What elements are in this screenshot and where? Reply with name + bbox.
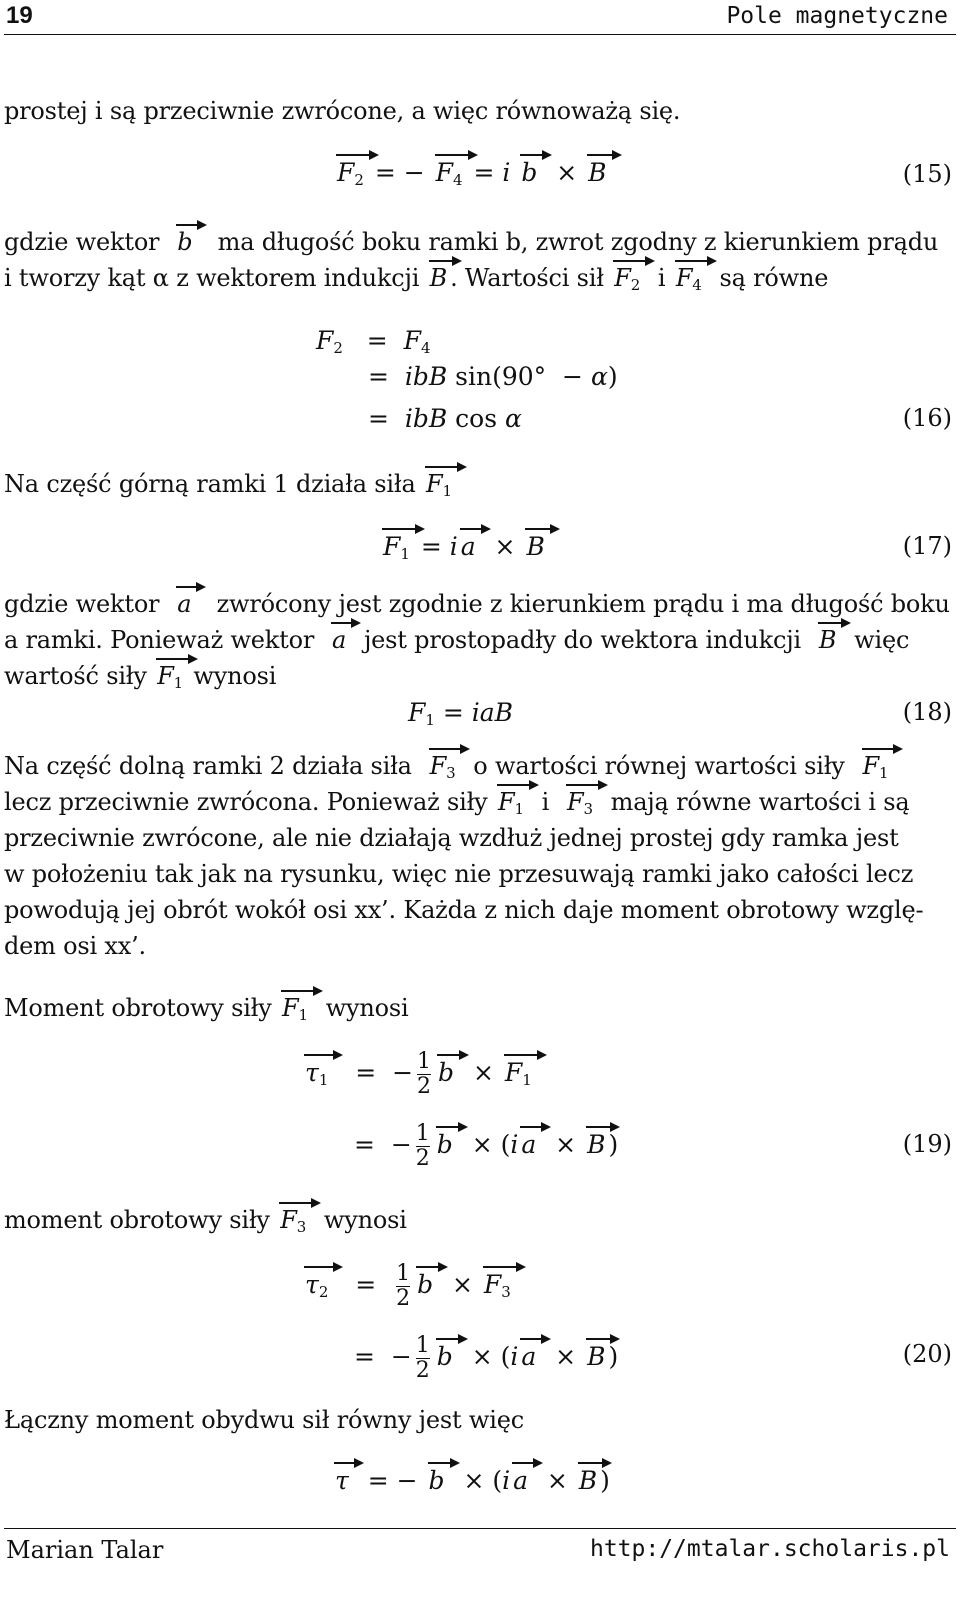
paragraph-line: a ramki. Ponieważ wektor a jest prostopadły do wektora indukcji B więc [4, 626, 910, 654]
paragraph-line: dem osi xx’. [4, 932, 146, 960]
equation-number: (15) [902, 160, 952, 188]
equation-16-line2: = ibB sin(90° − α) [368, 362, 618, 391]
footer-rule [4, 1528, 956, 1529]
paragraph-line: Łączny moment obydwu sił równy jest więc [4, 1406, 524, 1434]
paragraph-line: prostej i są przeciwnie zwrócone, a więc równoważą się. [4, 97, 681, 125]
equation-number: (18) [902, 698, 952, 726]
page-number: 19 [6, 2, 33, 29]
paragraph-line: Na część dolną ramki 2 działa siła $F_3$ o wartości równej wartości siły $F_1$ [4, 752, 891, 782]
page-footer [4, 1532, 956, 1568]
equation-number: (17) [902, 532, 952, 560]
footer-url[interactable]: http://mtalar.scholaris.pl [589, 1536, 950, 1562]
paragraph-line: lecz przeciwnie zwrócona. Ponieważ siły $F_1$ i $F_3$ mają równe wartości i są [4, 788, 910, 818]
equation-15: $F_2$ = − $F_4 = i$ b × B [334, 158, 610, 189]
paragraph-line: w położeniu tak jak na rysunku, więc nie przesuwają ramki jako całości lecz [4, 860, 914, 888]
equation-16-line3: = ibB cos α [368, 404, 522, 433]
equation-total-torque: τ = − b × (i a × B ) [332, 1466, 610, 1495]
equation-number: (20) [902, 1340, 952, 1368]
equation-16-line1: $F_2 = F_4$ [316, 326, 431, 357]
paragraph-line: powodują jej obrót wokół osi xx’. Każda z nich daje moment obrotowy wzglę- [4, 896, 924, 924]
chapter-title: Pole magnetyczne [726, 3, 948, 29]
paragraph-line: moment obrotowy siły $F_3$ wynosi [4, 1206, 407, 1236]
paragraph-line: wartość siły $F_1$ wynosi [4, 662, 277, 692]
author-name: Marian Talar [6, 1536, 164, 1564]
equation-number: (16) [902, 404, 952, 432]
paragraph-line: i tworzy kąt α z wektorem indukcji B . Wartości sił $F_2$ i $F_4$ są równe [4, 264, 829, 294]
page-header [4, 0, 956, 32]
equation-17: $F_1 = i$ a × B [380, 532, 548, 563]
paragraph-line: Na część górną ramki 1 działa siła $F_1$ [4, 470, 455, 500]
header-rule [4, 34, 956, 35]
equation-19-line1: $\tau_1$ = − $\frac{1}{2}$ $b \times F_1$ [302, 1050, 535, 1099]
equation-18: $F_1$ = iaB [408, 698, 514, 729]
paragraph-line: przeciwnie zwrócone, ale nie działają wzdłuż jednej prostej gdy ramka jest [4, 824, 899, 852]
equation-20-line1: $\tau_2$ = $\frac{1}{2}$ $b \times F_3$ [302, 1262, 514, 1311]
equation-19-line2: = − $\frac{1}{2}$ b × (i a × B ) [354, 1121, 619, 1171]
paragraph-line: gdzie wektor a zwrócony jest zgodnie z kierunkiem prądu i ma długość boku [4, 590, 950, 618]
equation-number: (19) [902, 1130, 952, 1158]
paragraph-line: Moment obrotowy siły $F_1$ wynosi [4, 994, 409, 1024]
paragraph-line: gdzie wektor b ma długość boku ramki b, zwrot zgodny z kierunkiem prądu [4, 228, 939, 256]
equation-20-line2: = − $\frac{1}{2}$ b × (i a × B ) [354, 1333, 619, 1383]
